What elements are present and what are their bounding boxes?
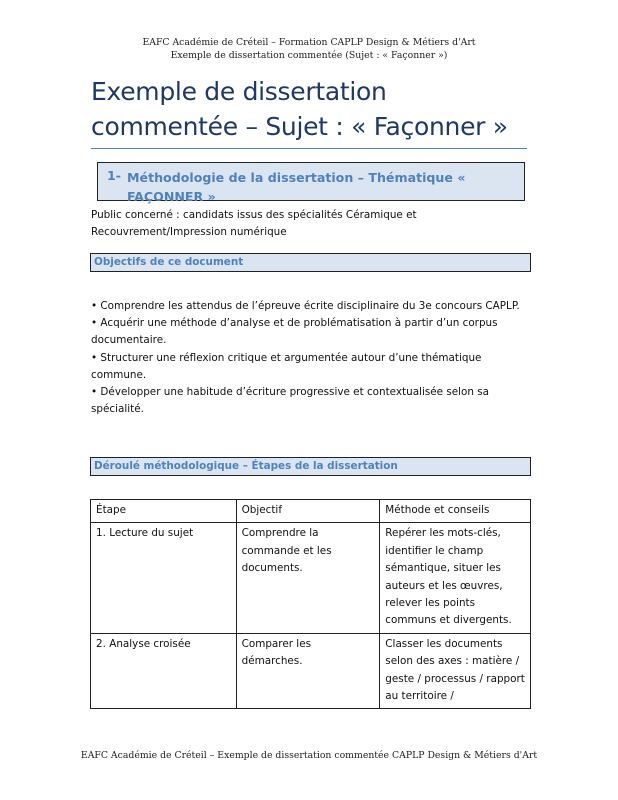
objective-item: • Structurer une réflexion critique et argumentée autour d’une thématique commune. (91, 351, 482, 381)
audience-line-2: Recouvrement/Impression numérique (91, 226, 287, 239)
section-number: 1- (107, 168, 121, 183)
page-footer: EAFC Académie de Créteil – Exemple de dissertation commentée CAPLP Design & Métiers d'Art (80, 750, 538, 761)
table-header-row (91, 500, 531, 523)
page-header (0, 36, 618, 62)
title-underline (91, 148, 527, 149)
audience-paragraph (91, 207, 531, 241)
column-header: Étape (91, 500, 237, 523)
section-title: Méthodologie de la dissertation – Thématique « FAÇONNER » (127, 170, 466, 204)
objective-item: • Acquérir une méthode d’analyse et de problématisation à partir d’un corpus documentaire. (91, 317, 498, 347)
steps-heading (90, 457, 531, 476)
table-cell: 1. Lecture du sujet (91, 523, 237, 633)
objectives-list (91, 298, 531, 418)
objective-item: • Développer une habitude d’écriture progressive et contextualisée selon sa spécialité. (91, 386, 490, 416)
objectives-heading-text: Objectifs de ce document (94, 256, 244, 268)
table-cell: 2. Analyse croisée (91, 633, 237, 709)
title-line-2: commentée – Sujet : « Façonner » (91, 112, 508, 141)
table-cell: Classer les documents selon des axes : matière / geste / processus / rapport au territoire / (380, 633, 531, 709)
objectives-heading (90, 253, 531, 272)
column-header: Objectif (236, 500, 380, 523)
page-title (91, 74, 531, 144)
title-line-1: Exemple de dissertation (91, 77, 387, 106)
header-line-2: Exemple de dissertation commentée (Sujet : « Façonner ») (170, 50, 448, 61)
section-1-heading (97, 162, 525, 204)
objective-item: • Comprendre les attendus de l’épreuve écrite disciplinaire du 3e concours CAPLP. (91, 300, 520, 312)
table-cell: Comparer les démarches. (236, 633, 380, 709)
audience-line-1: Public concerné : candidats issus des spécialités Céramique et (91, 209, 417, 221)
table-row (91, 523, 531, 633)
table-row (91, 633, 531, 709)
table-cell: Comprendre la commande et les documents. (236, 523, 380, 633)
steps-heading-text: Déroulé méthodologique – Étapes de la dissertation (94, 460, 398, 472)
header-line-1: EAFC Académie de Créteil – Formation CAPLP Design & Métiers d'Art (142, 37, 476, 48)
table-cell: Repérer les mots-clés, identifier le champ sémantique, situer les auteurs et les œuvres, relever les points communs et divergents. (380, 523, 531, 633)
column-header: Méthode et conseils (380, 500, 531, 523)
steps-table (90, 499, 531, 709)
